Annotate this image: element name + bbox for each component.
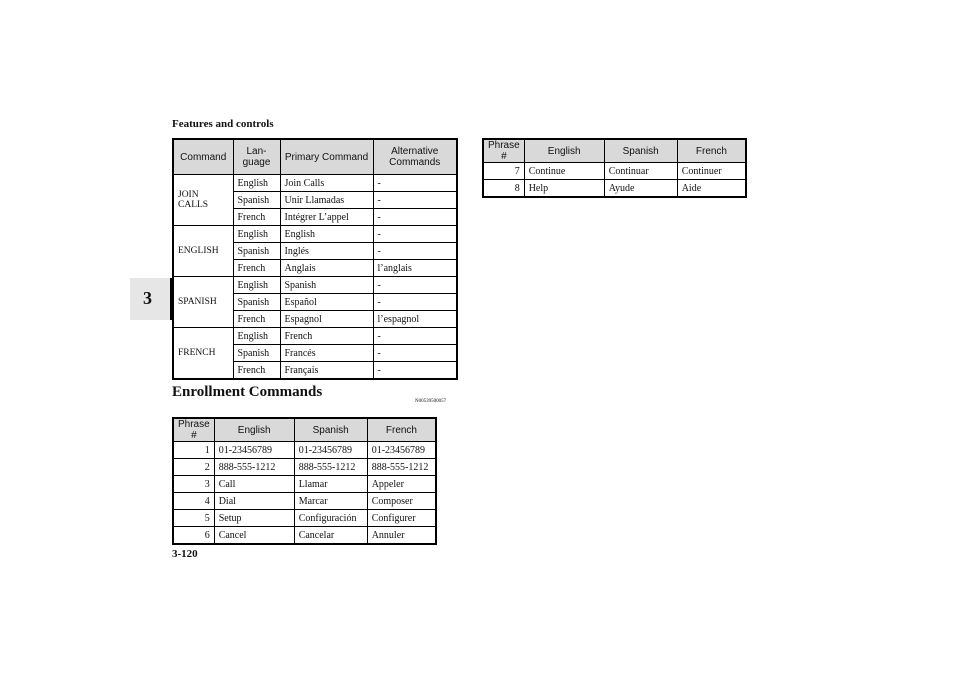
language-cell: French [233,311,280,328]
french-cell: Continuer [677,163,746,180]
language-cell: English [233,226,280,243]
alternative-command-cell: - [373,243,457,260]
command-table-body [173,175,457,380]
table-row [483,163,746,180]
document-code: N00539500057 [415,399,447,404]
french-cell: 01-23456789 [367,442,436,459]
voice-command-table [172,138,458,380]
french-cell: Appeler [367,476,436,493]
page-number: 3-120 [172,548,198,560]
english-cell: 888-555-1212 [214,459,294,476]
alternative-command-cell: l’espagnol [373,311,457,328]
table-row [173,527,436,545]
table-row [173,510,436,527]
command-cell: ENGLISH [173,226,233,277]
alternative-command-cell: - [373,192,457,209]
english-cell: Call [214,476,294,493]
alternative-command-cell: - [373,362,457,380]
table-row [173,493,436,510]
spanish-cell: 01-23456789 [294,442,367,459]
table-row [173,476,436,493]
primary-command-cell: Join Calls [280,175,373,192]
primary-command-cell: French [280,328,373,345]
english-cell: Continue [524,163,604,180]
spanish-col-header: Spanish [604,139,677,163]
language-cell: French [233,362,280,380]
phrase-number-cell: 1 [173,442,214,459]
primary-command-cell: Inglés [280,243,373,260]
language-cell: English [233,277,280,294]
french-cell: 888-555-1212 [367,459,436,476]
alternative-command-cell: l’anglais [373,260,457,277]
table-row [173,226,457,243]
table-row [483,180,746,198]
enrollment-table-body [173,442,436,545]
command-col-header: Command [173,139,233,175]
phrase-number-cell: 8 [483,180,524,198]
language-cell: Spanish [233,345,280,362]
phrase-col-header: Phrase # [173,418,214,442]
french-col-header: French [367,418,436,442]
primary-command-cell: Spanish [280,277,373,294]
alternative-command-cell: - [373,209,457,226]
french-cell: Aide [677,180,746,198]
alternative-commands-col-header: Alternative Commands [373,139,457,175]
english-cell: Setup [214,510,294,527]
alternative-command-cell: - [373,345,457,362]
phrase-number-cell: 3 [173,476,214,493]
table-row [173,277,457,294]
enrollment-table [172,417,437,545]
section-title: Features and controls [172,118,274,130]
phrase-number-cell: 6 [173,527,214,545]
chapter-number: 3 [143,288,152,308]
primary-command-col-header: Primary Command [280,139,373,175]
language-cell: French [233,260,280,277]
spanish-cell: Cancelar [294,527,367,545]
table-row [173,459,436,476]
english-cell: Cancel [214,527,294,545]
spanish-cell: Configuración [294,510,367,527]
spanish-cell: Ayude [604,180,677,198]
english-col-header: English [214,418,294,442]
alternative-command-cell: - [373,175,457,192]
spanish-cell: Continuar [604,163,677,180]
primary-command-cell: Espagnol [280,311,373,328]
spanish-cell: Marcar [294,493,367,510]
spanish-col-header: Spanish [294,418,367,442]
alternative-command-cell: - [373,328,457,345]
enrollment-table-continued [482,138,747,198]
french-cell: Annuler [367,527,436,545]
command-cell: JOIN CALLS [173,175,233,226]
spanish-cell: 888-555-1212 [294,459,367,476]
language-col-header: Lan- guage [233,139,280,175]
french-cell: Composer [367,493,436,510]
phrase-col-header: Phrase # [483,139,524,163]
alternative-command-cell: - [373,226,457,243]
phrase-number-cell: 7 [483,163,524,180]
language-cell: Spanish [233,294,280,311]
alternative-command-cell: - [373,294,457,311]
table-row [173,175,457,192]
primary-command-cell: Unir Llamadas [280,192,373,209]
language-cell: English [233,175,280,192]
command-cell: SPANISH [173,277,233,328]
french-col-header: French [677,139,746,163]
enrollment-continued-body [483,163,746,198]
language-cell: Spanish [233,192,280,209]
language-cell: English [233,328,280,345]
phrase-number-cell: 5 [173,510,214,527]
primary-command-cell: Francés [280,345,373,362]
table-row [173,328,457,345]
command-cell: FRENCH [173,328,233,380]
spanish-cell: Llamar [294,476,367,493]
english-cell: 01-23456789 [214,442,294,459]
english-cell: Help [524,180,604,198]
enrollment-heading: Enrollment Commands [172,384,323,400]
primary-command-cell: English [280,226,373,243]
primary-command-cell: Español [280,294,373,311]
phrase-number-cell: 4 [173,493,214,510]
english-cell: Dial [214,493,294,510]
primary-command-cell: Anglais [280,260,373,277]
language-cell: Spanish [233,243,280,260]
table-row [173,442,436,459]
alternative-command-cell: - [373,277,457,294]
language-cell: French [233,209,280,226]
phrase-number-cell: 2 [173,459,214,476]
french-cell: Configurer [367,510,436,527]
primary-command-cell: Français [280,362,373,380]
english-col-header: English [524,139,604,163]
primary-command-cell: Intégrer L’appel [280,209,373,226]
